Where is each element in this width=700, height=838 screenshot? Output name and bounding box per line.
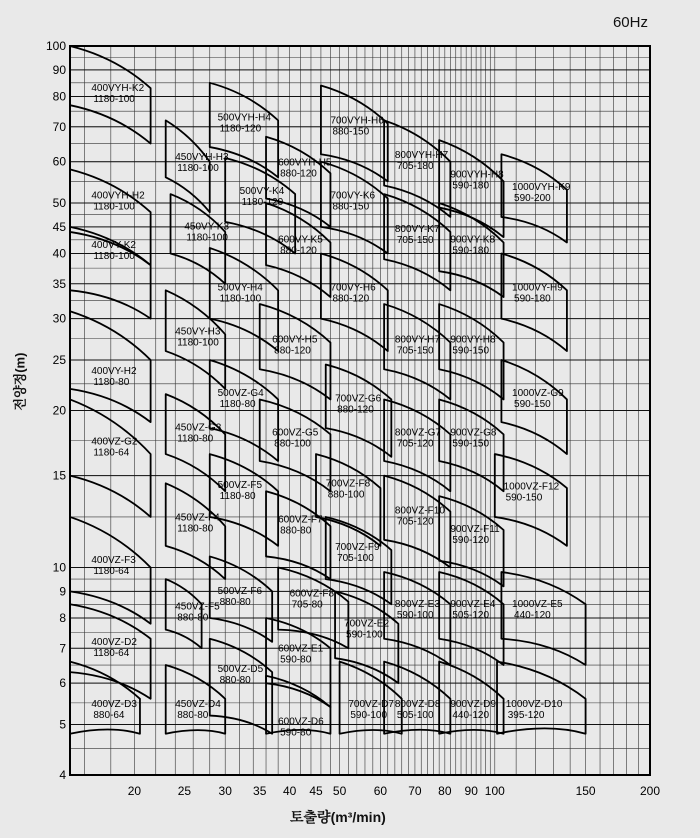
pump-rpm-label: 880-80 [219,675,251,687]
pump-model-label: 1000VZ-E5 [512,598,563,610]
pump-model-label: 800VZ-D8 [394,699,441,711]
pump-model-label: 500VYH-H4 [217,112,271,124]
pump-model-label: 500VZ-F6 [217,585,263,597]
pump-rpm-label: 880-120 [332,293,370,305]
pump-rpm-label: 880-64 [93,710,125,722]
pump-model-label: 800VZ-F10 [394,505,445,517]
pump-rpm-label: 1180-80 [177,523,214,535]
pump-model-label: 700VZ-E2 [344,618,390,630]
pump-rpm-label: 1180-64 [93,648,130,660]
pump-rpm-label: 590-180 [514,293,551,305]
x-tick-label: 100 [484,784,505,798]
pump-model-label: 500VZ-D5 [217,664,264,676]
x-tick-label: 90 [464,784,478,798]
pump-model-label: 400VY-H2 [91,365,137,377]
pump-model-label: 450VY-H3 [175,326,221,338]
pump-rpm-label: 1180-100 [177,337,219,349]
axis-ticks [46,39,660,798]
pump-model-label: 800VY-H7 [394,334,441,346]
pump-rpm-label: 880-120 [280,168,317,180]
pump-model-label: 500VY-H4 [217,282,263,294]
pump-region-outline [340,662,402,734]
pump-rpm-label: 1180-100 [93,93,135,105]
y-tick-label: 100 [45,39,66,53]
x-tick-label: 25 [177,784,192,798]
y-tick-label: 40 [52,246,66,261]
pump-rpm-label: 1180-100 [219,293,262,305]
pump-rpm-label: 590-150 [452,438,490,450]
pump-rpm-label: 880-80 [219,596,251,608]
y-tick-label: 9 [59,584,66,599]
y-tick-label: 80 [52,89,66,104]
x-axis-label: 토출량(m³/min) [290,809,386,825]
y-axis-label: 전양정(m) [12,352,28,411]
pump-model-label: 700VY-K6 [330,190,376,202]
pump-rpm-label: 705-120 [396,438,434,450]
y-tick-label: 7 [59,641,66,656]
pump-rpm-label: 1180-80 [93,376,130,388]
pump-model-label: 600VY-H5 [272,334,318,346]
chart-title: 60Hz [612,14,648,31]
y-tick-label: 30 [52,311,66,326]
pump-model-label: 600VYH-H5 [278,157,332,169]
y-tick-label: 10 [52,560,66,575]
pump-model-label: 600VZ-G5 [272,427,319,439]
pump-rpm-label: 705-180 [396,160,434,172]
pump-rpm-label: 880-100 [274,438,311,450]
pump-rpm-label: 1180-64 [93,447,130,459]
pump-rpm-label: 590-100 [350,710,388,722]
pump-model-label: 500VZ-G4 [217,388,264,400]
pump-rpm-label: 590-80 [280,727,312,739]
pump-rpm-label: 1180-80 [177,433,214,445]
pump-model-label: 900VZ-D9 [450,699,496,711]
pump-model-label: 1000VZ-F12 [503,481,560,493]
y-tick-label: 4 [59,768,66,782]
x-tick-label: 45 [309,784,323,798]
pump-rpm-label: 705-80 [291,599,323,611]
y-tick-label: 6 [59,676,66,691]
pump-regions [70,46,586,734]
pump-rpm-label: 1180-100 [93,201,135,213]
x-tick-label: 35 [253,784,267,798]
pump-rpm-label: 705-120 [396,516,434,528]
pump-model-label: 400VYH-H2 [91,190,145,202]
y-tick-label: 45 [52,219,66,234]
y-tick-label: 15 [52,468,66,483]
pump-rpm-label: 505-120 [452,609,490,621]
x-tick-label: 60 [373,784,388,798]
pump-model-label: 400VY-K2 [91,239,137,251]
pump-model-label: 900VY-H8 [450,334,496,346]
pump-model-label: 400VZ-G2 [91,436,138,448]
pump-model-label: 600VZ-D6 [278,716,324,728]
y-tick-label: 25 [52,352,66,367]
pump-model-label: 700VYH-H6 [330,115,384,127]
pump-rpm-label: 590-180 [452,245,490,257]
pump-model-label: 900VZ-F11 [450,523,500,535]
pump-rpm-label: 1180-100 [186,232,228,244]
pump-rpm-label: 395-120 [507,710,545,722]
pump-rpm-label: 1180-64 [93,565,130,577]
y-tick-label: 60 [52,154,66,169]
pump-model-label: 700VZ-F9 [335,542,380,554]
pump-rpm-label: 880-150 [332,126,370,138]
pump-model-label: 450VZ-F5 [175,601,220,613]
pump-model-label: 400VZ-D3 [91,699,137,711]
pump-model-label: 1000VY-H9 [512,282,563,294]
pump-model-label: 700VY-H6 [330,282,376,294]
pump-rpm-label: 590-150 [452,345,490,357]
pump-model-label: 900VYH-H8 [450,169,504,181]
pump-rpm-label: 880-120 [280,245,317,257]
pump-rpm-label: 1180-100 [93,250,135,262]
pump-model-label: 450VZ-D4 [175,699,221,711]
pump-model-label: 700VZ-F8 [325,478,371,490]
pump-rpm-label: 590-150 [514,399,551,411]
pump-rpm-label: 880-150 [332,201,370,213]
y-tick-label: 50 [52,195,66,210]
y-tick-label: 35 [52,276,66,291]
pump-model-label: 600VZ-F8 [289,588,335,600]
x-tick-label: 50 [332,784,347,798]
x-tick-label: 70 [408,784,422,798]
pump-model-label: 800VZ-G7 [394,427,442,439]
pump-rpm-label: 590-100 [346,629,383,641]
y-tick-label: 90 [52,62,66,77]
pump-rpm-label: 590-150 [505,492,543,504]
pump-model-label: 800VY-K7 [394,223,440,235]
pump-region-outline [210,639,272,734]
pump-model-label: 900VZ-E4 [450,598,496,610]
pump-rpm-label: 1180-120 [219,123,262,135]
pump-rpm-label: 705-100 [337,553,374,565]
pump-model-label: 450VY-K3 [184,221,230,233]
pump-model-label: 500VY-K4 [239,186,285,198]
x-tick-label: 150 [575,784,596,798]
pump-rpm-label: 590-120 [452,534,490,546]
pump-model-label: 700VZ-D7 [348,699,394,711]
pump-model-label: 450VZ-F4 [175,512,220,524]
pump-rpm-label: 440-120 [514,609,551,621]
pump-model-label: 400VZ-F3 [91,554,136,566]
pump-model-label: 800VZ-E3 [394,598,440,610]
x-tick-label: 20 [127,784,142,798]
pump-model-label: 600VZ-F7 [278,514,323,526]
pump-rpm-label: 705-150 [396,345,434,357]
pump-model-label: 1000VZ-D10 [505,699,563,711]
x-tick-label: 200 [639,784,661,798]
pump-model-label: 600VZ-E1 [278,643,324,655]
pump-model-label: 900VY-K8 [450,234,496,246]
pump-model-label: 400VZ-D2 [91,637,137,649]
pump-rpm-label: 1180-120 [241,197,284,209]
x-tick-label: 80 [438,784,452,798]
pump-rpm-label: 880-120 [274,345,311,357]
pump-rpm-label: 1180-100 [177,162,219,174]
pump-model-label: 800VYH-H7 [394,149,449,161]
pump-model-label: 500VZ-F5 [217,480,263,492]
pump-rpm-label: 880-100 [327,489,365,501]
pump-rpm-label: 880-80 [177,710,209,722]
pump-model-label: 400VYH-K2 [91,82,145,94]
pump-rpm-label: 880-120 [337,404,374,416]
pump-rpm-label: 705-150 [396,234,434,246]
pump-model-label: 1000VZ-G9 [512,388,564,400]
y-tick-label: 5 [59,717,66,732]
pump-model-label: 1000VYH-K9 [512,181,571,193]
pump-rpm-label: 505-100 [396,710,434,722]
pump-model-label: 600VY-K5 [278,234,323,246]
pump-rpm-label: 590-100 [396,609,434,621]
pump-rpm-label: 590-200 [514,192,551,204]
pump-rpm-label: 880-80 [177,612,209,624]
pump-model-label: 450VZ-G3 [175,422,222,434]
pump-rpm-label: 440-120 [452,710,490,722]
y-tick-label: 20 [52,403,66,418]
x-tick-label: 30 [218,784,232,798]
pump-model-label: 900VZ-G8 [450,427,497,439]
pump-rpm-label: 590-80 [280,654,312,666]
pump-rpm-label: 880-80 [280,525,312,537]
pump-model-label: 700VZ-G6 [335,393,382,405]
pump-rpm-label: 1180-80 [219,399,256,411]
y-tick-label: 8 [59,611,66,626]
pump-model-label: 450VYH-H3 [175,151,229,163]
pump-rpm-label: 590-180 [452,180,490,192]
y-tick-label: 70 [52,119,66,134]
pump-rpm-label: 1180-80 [219,491,256,503]
pump-region-outline [384,662,450,734]
x-tick-label: 40 [282,784,297,798]
pump-region-outline [497,662,586,734]
